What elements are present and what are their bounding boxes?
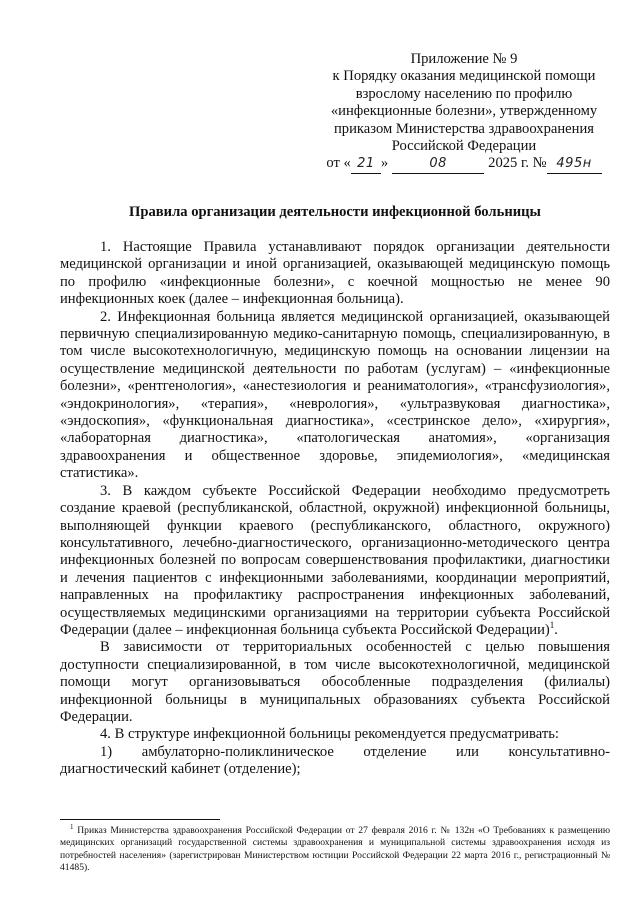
order-number-field [547, 155, 602, 173]
document-body [60, 239, 610, 779]
footnote-mark: 1 [70, 822, 74, 831]
footnote-text: Приказ Министерства здравоохранения Российской Федерации от 27 февраля 2016 г. № 132н «О Требованиях к размещению медицинских организаций государственной системы здравоохранения и муниципальной системы здравоохранения исходя из потребностей населения» (зарегистрирован Министерством юстиции Российской Федерации 22 марта 2016 г., регистрационный № 41485). [60, 825, 611, 874]
footnote [60, 822, 611, 875]
appendix-number: Приложение № 9 [410, 51, 518, 67]
date-day-field [351, 155, 381, 173]
date-day: 21 [357, 156, 375, 172]
document-title: Правила организации деятельности инфекционной больницы [129, 204, 541, 220]
paragraph-3-text: 3. В каждом субъекте Российской Федерации необходимо предусмотреть создание краевой (республиканской, областной, окружной) инфекционной больницы, выполняющей функции краевого (республиканского, областного, окружного) консультативного, лечебно-диагностического, организационно-методического центра инфекционных болезней по вопросам совершенствования профилактики, диагностики и лечения пациентов с инфекционными заболеваниями, координации мероприятий, направленных на профилактику распространения инфекционных заболеваний, осуществляемых медицинскими организациями на территории субъекта Российской Федерации (далее – инфекционная больница субъекта Российской Федерации) [60, 482, 610, 638]
paragraph-3 [60, 483, 610, 640]
date-year: 2025 г. № [488, 155, 547, 172]
header-line-2: взрослому населению по профилю [355, 85, 573, 102]
header-line-3: «инфекционные болезни», утвержденному [330, 103, 598, 120]
appendix-header [314, 51, 614, 174]
header-line-4: приказом Министерства здравоохранения [334, 120, 594, 137]
paragraph-2: 2. Инфекционная больница является медицинской организацией, оказывающей первичную специализированную медико-санитарную помощь, специализированную, в том числе высокотехнологичную, медицинскую помощь на основании лицензии на осуществление медицинской деятельности по работам (услугам) – «инфекционные болезни», «рентгенология», «анестезиология и реаниматология», «трансфузиология», «эндокринология», «терапия», «неврология», «ультразвуковая диагностика», «эндоскопия», «функциональная диагностика», «сестринское дело», «хирургия», «лабораторная диагностика», «патологическая анатомия», «организация здравоохранения и общественное здоровье, эпидемиология», «медицинская статистика». [60, 308, 610, 482]
order-number: 495н [556, 156, 592, 172]
footnote-reference: 1 [549, 620, 555, 631]
paragraph-1: 1. Настоящие Правила устанавливают порядок организации деятельности медицинской организации и иной организацией, оказывающей медицинскую помощь по профилю «инфекционные болезни», с коечной мощностью не менее 90 инфекционных коек (далее – инфекционная больница). [60, 239, 610, 308]
date-mid: » [380, 155, 389, 172]
date-month: 08 [429, 156, 447, 172]
header-line-1: к Порядку оказания медицинской помощи [332, 68, 596, 85]
header-line-5: Российской Федерации [391, 138, 537, 155]
date-month-field [392, 155, 484, 173]
paragraph-4: В зависимости от территориальных особенностей с целью повышения доступности специализированной, в том числе высокотехнологичной, медицинской помощи могут организовываться обособленные подразделения (филиалы) инфекционной больницы в муниципальных образованиях субъекта Российской Федерации. [60, 639, 610, 725]
paragraph-5: 4. В структуре инфекционной больницы рекомендуется предусматривать: [100, 726, 559, 743]
footnote-divider [60, 819, 220, 820]
order-date-line [314, 155, 614, 173]
date-prefix: от « [326, 155, 351, 172]
paragraph-3-end: . [554, 621, 558, 638]
list-item-1: 1) амбулаторно-поликлиническое отделение или консультативно-диагностический кабинет (отделение); [60, 743, 610, 778]
